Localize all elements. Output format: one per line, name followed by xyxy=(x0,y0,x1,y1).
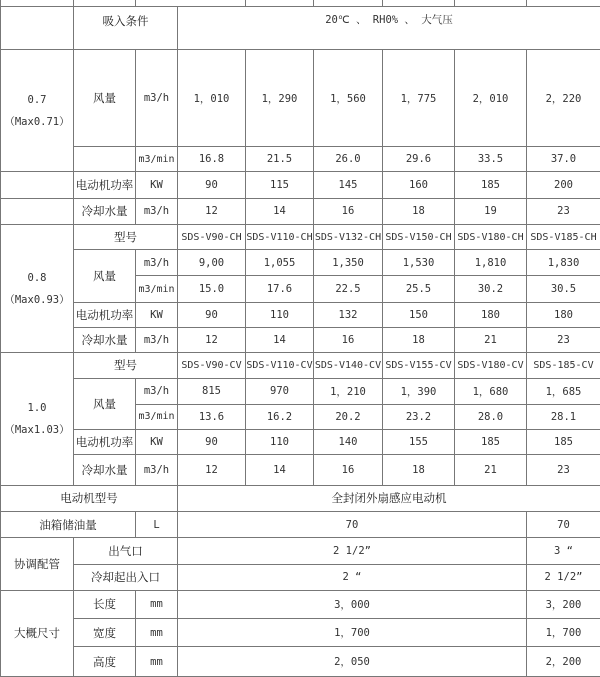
s2-unit-cool: m3/h xyxy=(136,328,178,353)
s1-airflow-m3h: 1，560 xyxy=(314,50,383,147)
outlet-last: 3 “ xyxy=(527,538,600,564)
s1-motor-row xyxy=(1,172,600,198)
s3-model: SDS-V180-CV xyxy=(455,353,527,378)
s3-cooling: 18 xyxy=(383,455,455,485)
s3-model-label: 型号 xyxy=(74,353,178,378)
s1-cooling: 16 xyxy=(314,198,383,224)
size-label: 大概尺寸 xyxy=(1,590,74,676)
s2-model: SDS-V180-CH xyxy=(455,224,527,249)
s2-cooling: 12 xyxy=(178,328,246,353)
outlet-label: 出气口 xyxy=(74,538,178,564)
oil-label: 油箱储油量 xyxy=(1,511,136,537)
s3-airflow-m3h: 1，680 xyxy=(455,378,527,404)
s2-model: SDS-V150-CH xyxy=(383,224,455,249)
s1-airflow-m3min: 26.0 xyxy=(314,147,383,172)
oil-row xyxy=(1,511,600,537)
s3-airflow-m3min: 28.1 xyxy=(527,404,600,429)
outlet-main: 2 1/2” xyxy=(178,538,527,564)
pipe-label: 协调配管 xyxy=(1,538,74,591)
s2-motor: 180 xyxy=(527,302,600,327)
s3-max: （Max1.03） xyxy=(4,423,70,436)
intake-value: 20℃ 、 RH0% 、 大气压 xyxy=(178,6,600,49)
s1-airflow-m3min: 33.5 xyxy=(455,147,527,172)
s2-model: SDS-V90-CH xyxy=(178,224,246,249)
s1-cooling: 19 xyxy=(455,198,527,224)
motor-type-row xyxy=(1,485,600,511)
s3-airflow-m3h: 1，390 xyxy=(383,378,455,404)
height-main: 2，050 xyxy=(178,647,527,677)
s3-airflow-m3h-row xyxy=(1,378,600,404)
s3-airflow-label: 风量 xyxy=(74,378,136,430)
width-row xyxy=(1,619,600,647)
s1-motor-label: 电动机功率 xyxy=(74,172,136,198)
s3-cooling-label: 冷却水量 xyxy=(74,455,136,485)
s2-airflow-m3min: 17.6 xyxy=(246,276,314,302)
s2-airflow-m3h: 9,00 xyxy=(178,250,246,276)
s3-airflow-m3min: 23.2 xyxy=(383,404,455,429)
s1-cooling: 14 xyxy=(246,198,314,224)
s3-unit-kw: KW xyxy=(136,430,178,455)
s2-airflow-m3min: 25.5 xyxy=(383,276,455,302)
s3-unit-m3min: m3/min xyxy=(136,404,178,429)
s3-airflow-m3h: 970 xyxy=(246,378,314,404)
s2-airflow-m3min: 22.5 xyxy=(314,276,383,302)
s1-airflow-m3h: 1，775 xyxy=(383,50,455,147)
s2-model-label: 型号 xyxy=(74,224,178,249)
motor-type-label: 电动机型号 xyxy=(1,485,178,511)
s2-motor: 90 xyxy=(178,302,246,327)
s3-motor-row xyxy=(1,430,600,455)
length-row xyxy=(1,590,600,618)
s3-pressure-cell xyxy=(1,353,74,485)
oil-main: 70 xyxy=(178,511,527,537)
width-last: 1，700 xyxy=(527,619,600,647)
s3-motor: 155 xyxy=(383,430,455,455)
s2-cooling-label: 冷却水量 xyxy=(74,328,136,353)
s3-unit-m3h: m3/h xyxy=(136,378,178,404)
s2-max: （Max0.93） xyxy=(4,293,70,306)
s3-airflow-m3h: 815 xyxy=(178,378,246,404)
s2-cooling: 21 xyxy=(455,328,527,353)
s3-airflow-m3min: 13.6 xyxy=(178,404,246,429)
s2-model: SDS-V110-CH xyxy=(246,224,314,249)
s2-motor-label: 电动机功率 xyxy=(74,302,136,327)
s1-airflow-m3min: 16.8 xyxy=(178,147,246,172)
width-unit: mm xyxy=(136,619,178,647)
length-label: 长度 xyxy=(74,590,136,618)
s3-airflow-m3min: 16.2 xyxy=(246,404,314,429)
s2-airflow-m3h-row xyxy=(1,250,600,276)
s1-unit-cool: m3/h xyxy=(136,198,178,224)
s2-airflow-label: 风量 xyxy=(74,250,136,303)
cool-io-label: 冷却起出入口 xyxy=(74,564,178,590)
s1-max: （Max0.71） xyxy=(4,115,70,128)
s1-unit-kw: KW xyxy=(136,172,178,198)
s2-cooling-row xyxy=(1,328,600,353)
s3-pressure: 1.0 xyxy=(27,401,47,414)
s2-airflow-m3min: 30.5 xyxy=(527,276,600,302)
s3-cooling: 21 xyxy=(455,455,527,485)
s3-airflow-m3min: 28.0 xyxy=(455,404,527,429)
intake-row xyxy=(1,6,600,49)
s2-unit-m3h: m3/h xyxy=(136,250,178,276)
s3-motor-label: 电动机功率 xyxy=(74,430,136,455)
s1-cooling-label: 冷却水量 xyxy=(74,198,136,224)
s1-airflow-m3h: 2，220 xyxy=(527,50,600,147)
s1-cooling: 12 xyxy=(178,198,246,224)
length-last: 3，200 xyxy=(527,590,600,618)
length-unit: mm xyxy=(136,590,178,618)
s3-airflow-m3h: 1，685 xyxy=(527,378,600,404)
width-main: 1，700 xyxy=(178,619,527,647)
s1-motor: 90 xyxy=(178,172,246,198)
s2-airflow-m3h: 1,350 xyxy=(314,250,383,276)
s1-airflow-m3h: 2，010 xyxy=(455,50,527,147)
s3-model: SDS-185-CV xyxy=(527,353,600,378)
motor-type-value: 全封闭外扇感应电动机 xyxy=(178,485,600,511)
s2-motor: 180 xyxy=(455,302,527,327)
s3-model: SDS-V110-CV xyxy=(246,353,314,378)
height-unit: mm xyxy=(136,647,178,677)
intake-label: 吸入条件 xyxy=(74,6,178,49)
s1-motor: 185 xyxy=(455,172,527,198)
s1-pressure: 0.7 xyxy=(27,93,47,106)
s3-model-row xyxy=(1,353,600,378)
s2-unit-m3min: m3/min xyxy=(136,276,178,302)
s1-pressure-cell xyxy=(1,50,74,172)
s3-cooling: 16 xyxy=(314,455,383,485)
s1-cooling: 23 xyxy=(527,198,600,224)
s1-motor: 160 xyxy=(383,172,455,198)
s2-cooling: 18 xyxy=(383,328,455,353)
s1-airflow-m3min: 37.0 xyxy=(527,147,600,172)
height-row xyxy=(1,647,600,677)
s1-airflow-m3h: 1，290 xyxy=(246,50,314,147)
s1-airflow-m3min: 29.6 xyxy=(383,147,455,172)
s2-model: SDS-V132-CH xyxy=(314,224,383,249)
s1-motor: 115 xyxy=(246,172,314,198)
s3-motor: 140 xyxy=(314,430,383,455)
s2-cooling: 14 xyxy=(246,328,314,353)
s1-airflow-m3h: 1，010 xyxy=(178,50,246,147)
oil-unit: L xyxy=(136,511,178,537)
s3-model: SDS-V155-CV xyxy=(383,353,455,378)
s2-airflow-m3min: 15.0 xyxy=(178,276,246,302)
outlet-row xyxy=(1,538,600,564)
s3-cooling: 14 xyxy=(246,455,314,485)
s3-cooling: 12 xyxy=(178,455,246,485)
length-main: 3，000 xyxy=(178,590,527,618)
s1-motor: 200 xyxy=(527,172,600,198)
s2-airflow-m3min: 30.2 xyxy=(455,276,527,302)
s3-cooling: 23 xyxy=(527,455,600,485)
s3-model: SDS-V90-CV xyxy=(178,353,246,378)
s3-motor: 90 xyxy=(178,430,246,455)
s3-airflow-m3min: 20.2 xyxy=(314,404,383,429)
s3-model: SDS-V140-CV xyxy=(314,353,383,378)
height-label: 高度 xyxy=(74,647,136,677)
oil-last: 70 xyxy=(527,511,600,537)
s2-model: SDS-V185-CH xyxy=(527,224,600,249)
cool-io-row xyxy=(1,564,600,590)
s2-cooling: 23 xyxy=(527,328,600,353)
s1-airflow-label: 风量 xyxy=(74,50,136,147)
cool-io-last: 2 1/2” xyxy=(527,564,600,590)
s2-pressure-cell xyxy=(1,224,74,352)
s2-motor: 150 xyxy=(383,302,455,327)
height-last: 2，200 xyxy=(527,647,600,677)
s1-cooling: 18 xyxy=(383,198,455,224)
s1-motor: 145 xyxy=(314,172,383,198)
s2-airflow-m3h: 1,830 xyxy=(527,250,600,276)
s3-cooling-row xyxy=(1,455,600,485)
s2-cooling: 16 xyxy=(314,328,383,353)
s3-unit-cool: m3/h xyxy=(136,455,178,485)
s1-airflow-m3h-row xyxy=(1,50,600,147)
s2-airflow-m3h: 1,055 xyxy=(246,250,314,276)
s3-airflow-m3h: 1，210 xyxy=(314,378,383,404)
s3-motor: 185 xyxy=(455,430,527,455)
s3-motor: 110 xyxy=(246,430,314,455)
width-label: 宽度 xyxy=(74,619,136,647)
s2-unit-kw: KW xyxy=(136,302,178,327)
s1-unit-m3min: m3/min xyxy=(136,147,178,172)
s2-motor: 132 xyxy=(314,302,383,327)
cool-io-main: 2 “ xyxy=(178,564,527,590)
s2-model-row xyxy=(1,224,600,249)
s2-airflow-m3h: 1,530 xyxy=(383,250,455,276)
s1-cooling-row xyxy=(1,198,600,224)
s1-airflow-m3min: 21.5 xyxy=(246,147,314,172)
s3-motor: 185 xyxy=(527,430,600,455)
s2-pressure: 0.8 xyxy=(27,271,47,284)
s1-airflow-m3min-row xyxy=(1,147,600,172)
s2-motor-row xyxy=(1,302,600,327)
s2-airflow-m3h: 1,810 xyxy=(455,250,527,276)
s2-motor: 110 xyxy=(246,302,314,327)
s1-unit-m3h: m3/h xyxy=(136,50,178,147)
